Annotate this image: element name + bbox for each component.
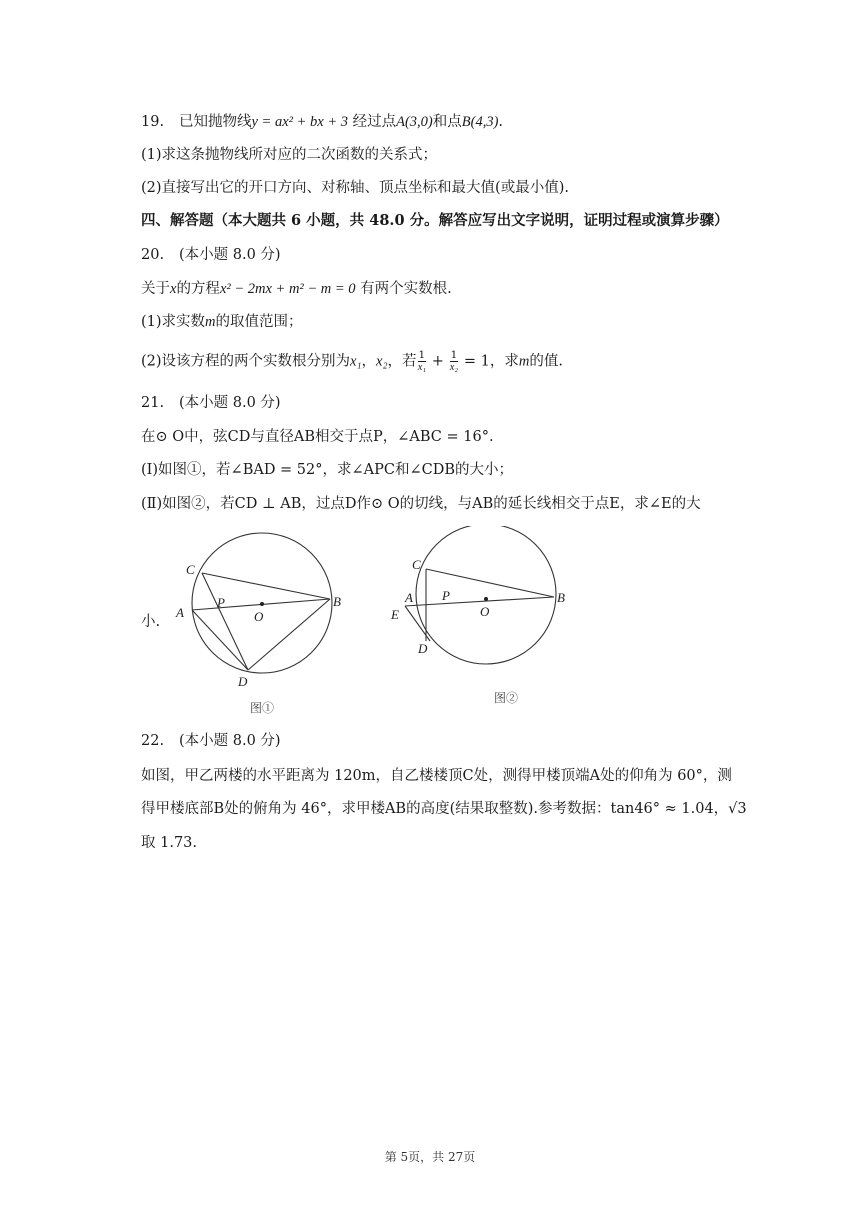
q19-part2: (2)直接写出它的开口方向、对称轴、顶点坐标和最大值(或最小值). (141, 180, 569, 196)
figure-2-caption: 图② (493, 691, 519, 705)
frac-denominator: x₁ (417, 362, 427, 373)
page-footer: 第 5页，共 27页 (384, 1150, 476, 1164)
q21-score: (本小题 8.0 分) (179, 395, 281, 411)
q22-line1: 如图，甲乙两楼的水平距离为 120m，自乙楼楼顶C处，测得甲楼顶端A处的仰角为 60°，测 (141, 768, 732, 784)
label-o: O (480, 604, 490, 619)
q20-x2: x₂ (376, 353, 388, 370)
label-d: D (418, 641, 428, 656)
q20-part2 (141, 350, 563, 373)
label-a: A (176, 605, 184, 620)
q20-number: 20. (141, 247, 165, 263)
q21-part2: (Ⅱ)如图②，若CD ⊥ AB，过点D作⊙ O的切线，与AB的延长线相交于点E，求∠E的大 (141, 496, 701, 512)
label-e: E (391, 607, 399, 622)
q19-stem (141, 112, 503, 132)
q20-text-c: 有两个实数根. (355, 281, 452, 297)
q20-equals-one: = 1 (459, 353, 490, 370)
figure-1-caption: 图① (249, 701, 275, 715)
label-a: A (405, 590, 413, 605)
q20-part1-b: 的取值范围； (215, 314, 303, 330)
q19-text-b: 经过点 (348, 114, 397, 130)
q20-score: (本小题 8.0 分) (179, 247, 281, 263)
circle-o (416, 526, 556, 664)
label-b: B (333, 594, 341, 609)
q21-part1: (Ⅰ)如图①，若∠BAD = 52°，求∠APC和∠CDB的大小； (141, 462, 514, 478)
figure-2 (385, 526, 580, 711)
q20-x1: x₁ (350, 353, 362, 370)
label-c: C (412, 557, 421, 572)
q19-point-b: B(4,3) (461, 114, 499, 130)
q20-part1-a: (1)求实数 (141, 314, 206, 330)
q22-line3: 取 1.73. (141, 835, 198, 851)
label-p: P (442, 588, 450, 603)
q21-header (141, 393, 281, 413)
label-b: B (557, 590, 565, 605)
frac-denominator: x₂ (449, 362, 459, 373)
q20-part2-c: ，求 (489, 353, 519, 370)
section-heading: 四、解答题（本大题共 6 小题，共 48.0 分。解答应写出文字说明，证明过程或演算步骤） (141, 212, 729, 229)
q21-number: 21. (141, 395, 165, 411)
q20-text-a: 关于 (141, 281, 170, 297)
q21-part2-end: 小. (141, 614, 161, 630)
q20-part2-b: ，若 (387, 353, 417, 370)
label-o: O (254, 609, 264, 624)
frac-numerator: 1 (450, 349, 458, 361)
q19-equation: y = ax² + bx + 3 (251, 114, 349, 130)
q20-text-b: 的方程 (176, 281, 220, 297)
q19-text-d: . (498, 114, 504, 130)
q20-part1 (141, 312, 303, 332)
center-dot (260, 602, 264, 606)
q20-sep: ， (361, 353, 377, 370)
label-p: P (217, 595, 225, 610)
q19-text-c: 和点 (432, 114, 462, 130)
label-d: D (238, 674, 248, 689)
q20-equation: x² − 2mx + m² − m = 0 (219, 281, 356, 297)
q19-text-a: 已知抛物线 (179, 114, 252, 130)
figure-1 (168, 528, 358, 720)
q19-point-a: A(3,0) (396, 114, 433, 130)
q19-part1: (1)求这条抛物线所对应的二次函数的关系式； (141, 147, 438, 163)
q22-line2: 得甲楼底部B处的俯角为 46°，求甲楼AB的高度(结果取整数).参考数据：tan46° ≈ 1.04，√3 (141, 801, 747, 817)
q19-number: 19. (141, 114, 165, 130)
q20-fraction-2 (450, 350, 459, 373)
chord-cd (202, 573, 248, 670)
label-c: C (186, 562, 195, 577)
q20-part2-d: 的值. (529, 353, 563, 370)
q20-var-x: x (170, 281, 177, 297)
q20-part2-a: (2)设该方程的两个实数根分别为 (141, 353, 351, 370)
frac-numerator: 1 (418, 349, 426, 361)
center-dot (484, 597, 488, 601)
q22-header (141, 731, 281, 751)
q21-stem: 在⊙ O中，弦CD与直径AB相交于点P，∠ABC = 16°. (141, 429, 494, 445)
q22-number: 22. (141, 733, 165, 749)
q20-plus: + (427, 353, 449, 370)
q20-stem (141, 279, 452, 299)
q20-fraction-1 (418, 350, 427, 373)
q20-header (141, 245, 281, 265)
q20-var-m: m (205, 314, 216, 330)
q20-var-m: m (518, 353, 530, 370)
chord-ad (192, 610, 248, 670)
q22-score: (本小题 8.0 分) (179, 733, 281, 749)
